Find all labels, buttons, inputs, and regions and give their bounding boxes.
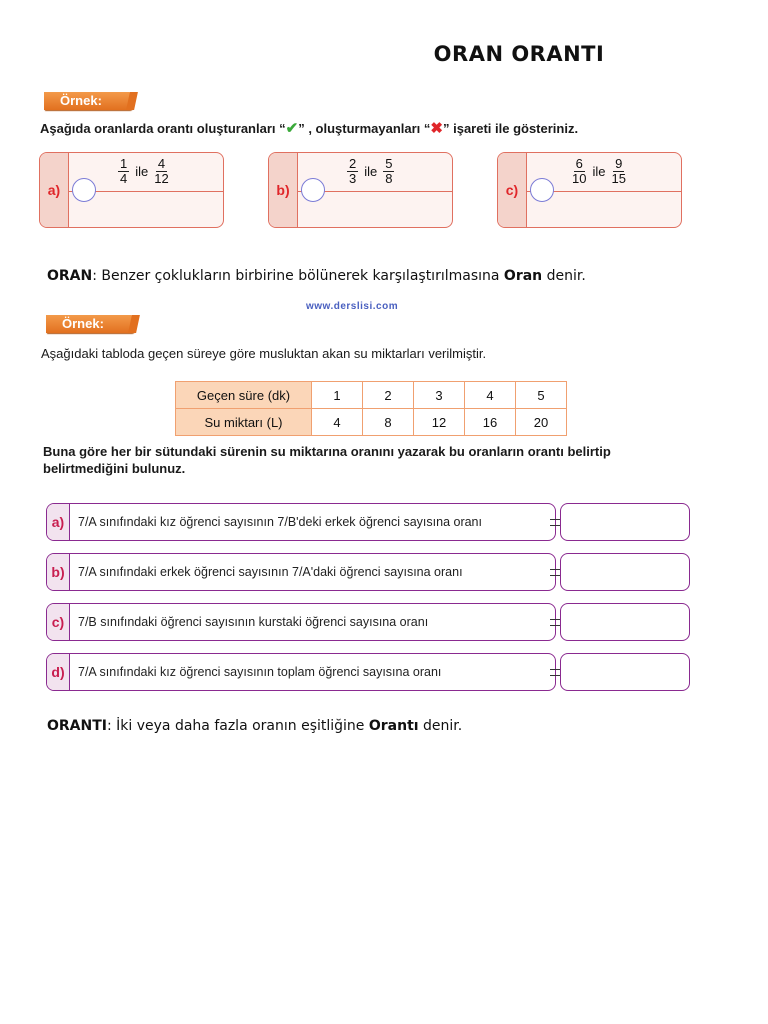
example-tag: Örnek:: [44, 92, 132, 110]
definition-end: denir.: [542, 268, 586, 284]
numerator: 9: [615, 156, 623, 171]
numerator: 1: [120, 156, 128, 171]
answer-box-d[interactable]: [560, 653, 690, 691]
denominator: 15: [611, 171, 626, 186]
question-a: [46, 503, 556, 541]
denominator: 12: [154, 171, 169, 186]
oran-definition: [47, 268, 586, 284]
example-tag: Örnek:: [46, 315, 134, 333]
instruction-text: ” işareti ile gösteriniz.: [442, 121, 579, 136]
definition-text: : Benzer çoklukların birbirine bölünerek karşılaştırılmasına: [92, 268, 504, 284]
item-label: c): [498, 153, 527, 227]
instruction-text: ” , oluşturmayanları “: [298, 121, 431, 136]
row-header: Geçen süre (dk): [176, 382, 312, 409]
cross-icon: ✖: [430, 120, 443, 137]
denominator: 3: [349, 171, 357, 186]
oran-bold: Oran: [503, 268, 543, 284]
definition-end: denir.: [418, 718, 463, 734]
question-line-2: belirtmediğini bulunuz.: [43, 461, 186, 476]
ile-text: ile: [592, 164, 606, 179]
item-label: b): [269, 153, 298, 227]
ratio-box-b: [268, 152, 453, 228]
numerator: 6: [575, 156, 583, 171]
question-b: [46, 553, 556, 591]
table-cell: 16: [465, 409, 516, 436]
table-row: [176, 409, 567, 436]
question-c: [46, 603, 556, 641]
example1-instruction: [40, 119, 578, 137]
fraction: [347, 157, 358, 186]
answer-box-c[interactable]: [560, 603, 690, 641]
answer-circle[interactable]: [301, 178, 325, 202]
question-text: 7/A sınıfındaki kız öğrenci sayısının 7/B'deki erkek öğrenci sayısına oranı: [78, 515, 482, 529]
table-cell: 2: [363, 382, 414, 409]
answer-box-b[interactable]: [560, 553, 690, 591]
row-header: Su miktarı (L): [176, 409, 312, 436]
oranti-bold: Orantı: [368, 718, 419, 734]
question-line-1: Buna göre her bir sütundaki sürenin su miktarına oranını yazarak bu oranların orantı belirtip: [43, 444, 611, 459]
table-cell: 12: [414, 409, 465, 436]
question-label: b): [47, 554, 70, 590]
question-label: c): [47, 604, 70, 640]
table-cell: 1: [312, 382, 363, 409]
denominator: 4: [120, 171, 128, 186]
oranti-term: ORANTI: [47, 718, 107, 734]
instruction-text: Aşağıda oranlarda orantı oluşturanları “: [40, 121, 286, 136]
fraction: [611, 157, 625, 186]
example2-instruction: Aşağıdaki tabloda geçen süreye göre musluktan akan su miktarları verilmiştir.: [41, 346, 487, 361]
question-text: 7/B sınıfındaki öğrenci sayısının kurstaki öğrenci sayısına oranı: [78, 615, 429, 629]
numerator: 5: [385, 156, 393, 171]
table-cell: 3: [414, 382, 465, 409]
watermark: www.derslisi.com: [306, 301, 399, 311]
denominator: 10: [572, 171, 587, 186]
fraction: [383, 157, 394, 186]
check-icon: ✔: [285, 120, 299, 137]
question-text: 7/A sınıfındaki erkek öğrenci sayısının 7/A'daki öğrenci sayısına oranı: [78, 565, 463, 579]
fraction: [572, 157, 586, 186]
table-cell: 5: [516, 382, 567, 409]
data-table: [175, 381, 567, 436]
answer-box-a[interactable]: [560, 503, 690, 541]
ratio-box-c: [497, 152, 682, 228]
ratio-box-a: [39, 152, 224, 228]
table-cell: 20: [516, 409, 567, 436]
question-d: [46, 653, 556, 691]
oranti-definition: [47, 718, 462, 734]
definition-text: : İki veya daha fazla oranın eşitliğine: [107, 718, 369, 734]
table-cell: 4: [465, 382, 516, 409]
ratio-pair: [118, 157, 169, 186]
question-label: d): [47, 654, 70, 690]
table-cell: 8: [363, 409, 414, 436]
question-label: a): [47, 504, 70, 540]
fraction: [118, 157, 129, 186]
fraction: [154, 157, 168, 186]
table-cell: 4: [312, 409, 363, 436]
answer-circle[interactable]: [530, 178, 554, 202]
numerator: 2: [349, 156, 357, 171]
question-text: 7/A sınıfındaki kız öğrenci sayısının toplam öğrenci sayısına oranı: [78, 665, 442, 679]
numerator: 4: [157, 156, 166, 171]
oran-term: ORAN: [47, 268, 93, 284]
ile-text: ile: [135, 164, 149, 179]
page-title: ORAN ORANTI: [433, 42, 605, 66]
table-row: [176, 382, 567, 409]
denominator: 8: [385, 171, 393, 186]
ratio-pair: [347, 157, 394, 186]
ratio-pair: [572, 157, 626, 186]
item-label: a): [40, 153, 69, 227]
answer-circle[interactable]: [72, 178, 96, 202]
ile-text: ile: [364, 164, 378, 179]
